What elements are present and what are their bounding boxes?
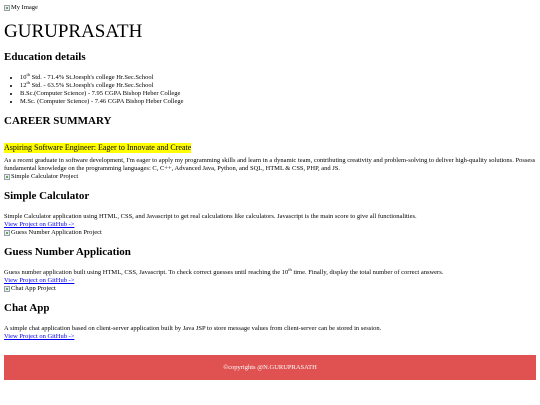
- calculator-image-alt: Simple Calculator Project: [11, 173, 79, 180]
- broken-image-icon: [4, 5, 10, 11]
- calculator-project-title: Simple Calculator: [4, 190, 90, 202]
- guess-project-title: Guess Number Application: [4, 246, 131, 258]
- career-heading: CAREER SUMMARY: [4, 115, 112, 127]
- calculator-github-link[interactable]: View Project on GitHub ->: [4, 221, 75, 228]
- broken-image-icon: [4, 286, 10, 292]
- footer-copyright: ©copyrights @N.GURUPRASATH: [223, 364, 317, 371]
- broken-image-icon: [4, 230, 10, 236]
- education-list: [4, 74, 536, 106]
- guess-project-image: [4, 229, 536, 237]
- list-item: • M.Sc. (Computer Science) - 7.46 CGPA Bishop Heber College: [20, 98, 536, 106]
- chat-image-alt: Chat App Project: [11, 285, 56, 292]
- list-item: • 10th Std. - 71.4% St.Joesph's college Hr.Sec.School: [20, 74, 536, 82]
- education-heading: Education details: [4, 51, 86, 63]
- chat-project-image: [4, 285, 536, 293]
- chat-project-title: Chat App: [4, 302, 50, 314]
- career-summary: As a recent graduate in software development, I'm eager to apply my programming skills and learn in a dynamic team, contributing creativity and problem-solving to deliver high-quality solutions. Possess fundamental knowledge on the programming languages: C, C++, Advanced Java, Python, and SQL, HTML & CSS, PHP, and JS.: [4, 157, 536, 172]
- chat-project-description: A simple chat application based on client-server application built by Java JSP to store message values from client-server can be stored in session.: [4, 325, 382, 332]
- guess-github-link[interactable]: View Project on GitHub ->: [4, 277, 75, 284]
- footer: [4, 355, 536, 380]
- list-item: • 12th Std. - 63.5% St.Joesph's college Hr.Sec.School: [20, 82, 536, 90]
- profile-image-alt: My Image: [11, 4, 38, 11]
- list-item: • B.Sc.(Computer Science) - 7.95 CGPA Bishop Heber College: [20, 90, 536, 98]
- page-title: GURUPRASATH: [4, 21, 143, 42]
- guess-image-alt: Guess Number Application Project: [11, 229, 102, 236]
- career-highlight: Aspiring Software Engineer: Eager to Innovate and Create: [4, 143, 192, 152]
- profile-image: [4, 4, 536, 12]
- chat-github-link[interactable]: View Project on GitHub ->: [4, 333, 75, 340]
- guess-project-description: Guess number application built using HTML, CSS, Javascript. To check correct guesses until reaching the 10th time. Finally, display the total number of correct answers.: [4, 267, 444, 276]
- calculator-project-description: Simple Calculator application using HTML, CSS, and Javascript to get real calculations like calculators. Javascript is the main score to give all functionalities.: [4, 213, 417, 220]
- calculator-project-image: [4, 173, 536, 181]
- broken-image-icon: [4, 174, 10, 180]
